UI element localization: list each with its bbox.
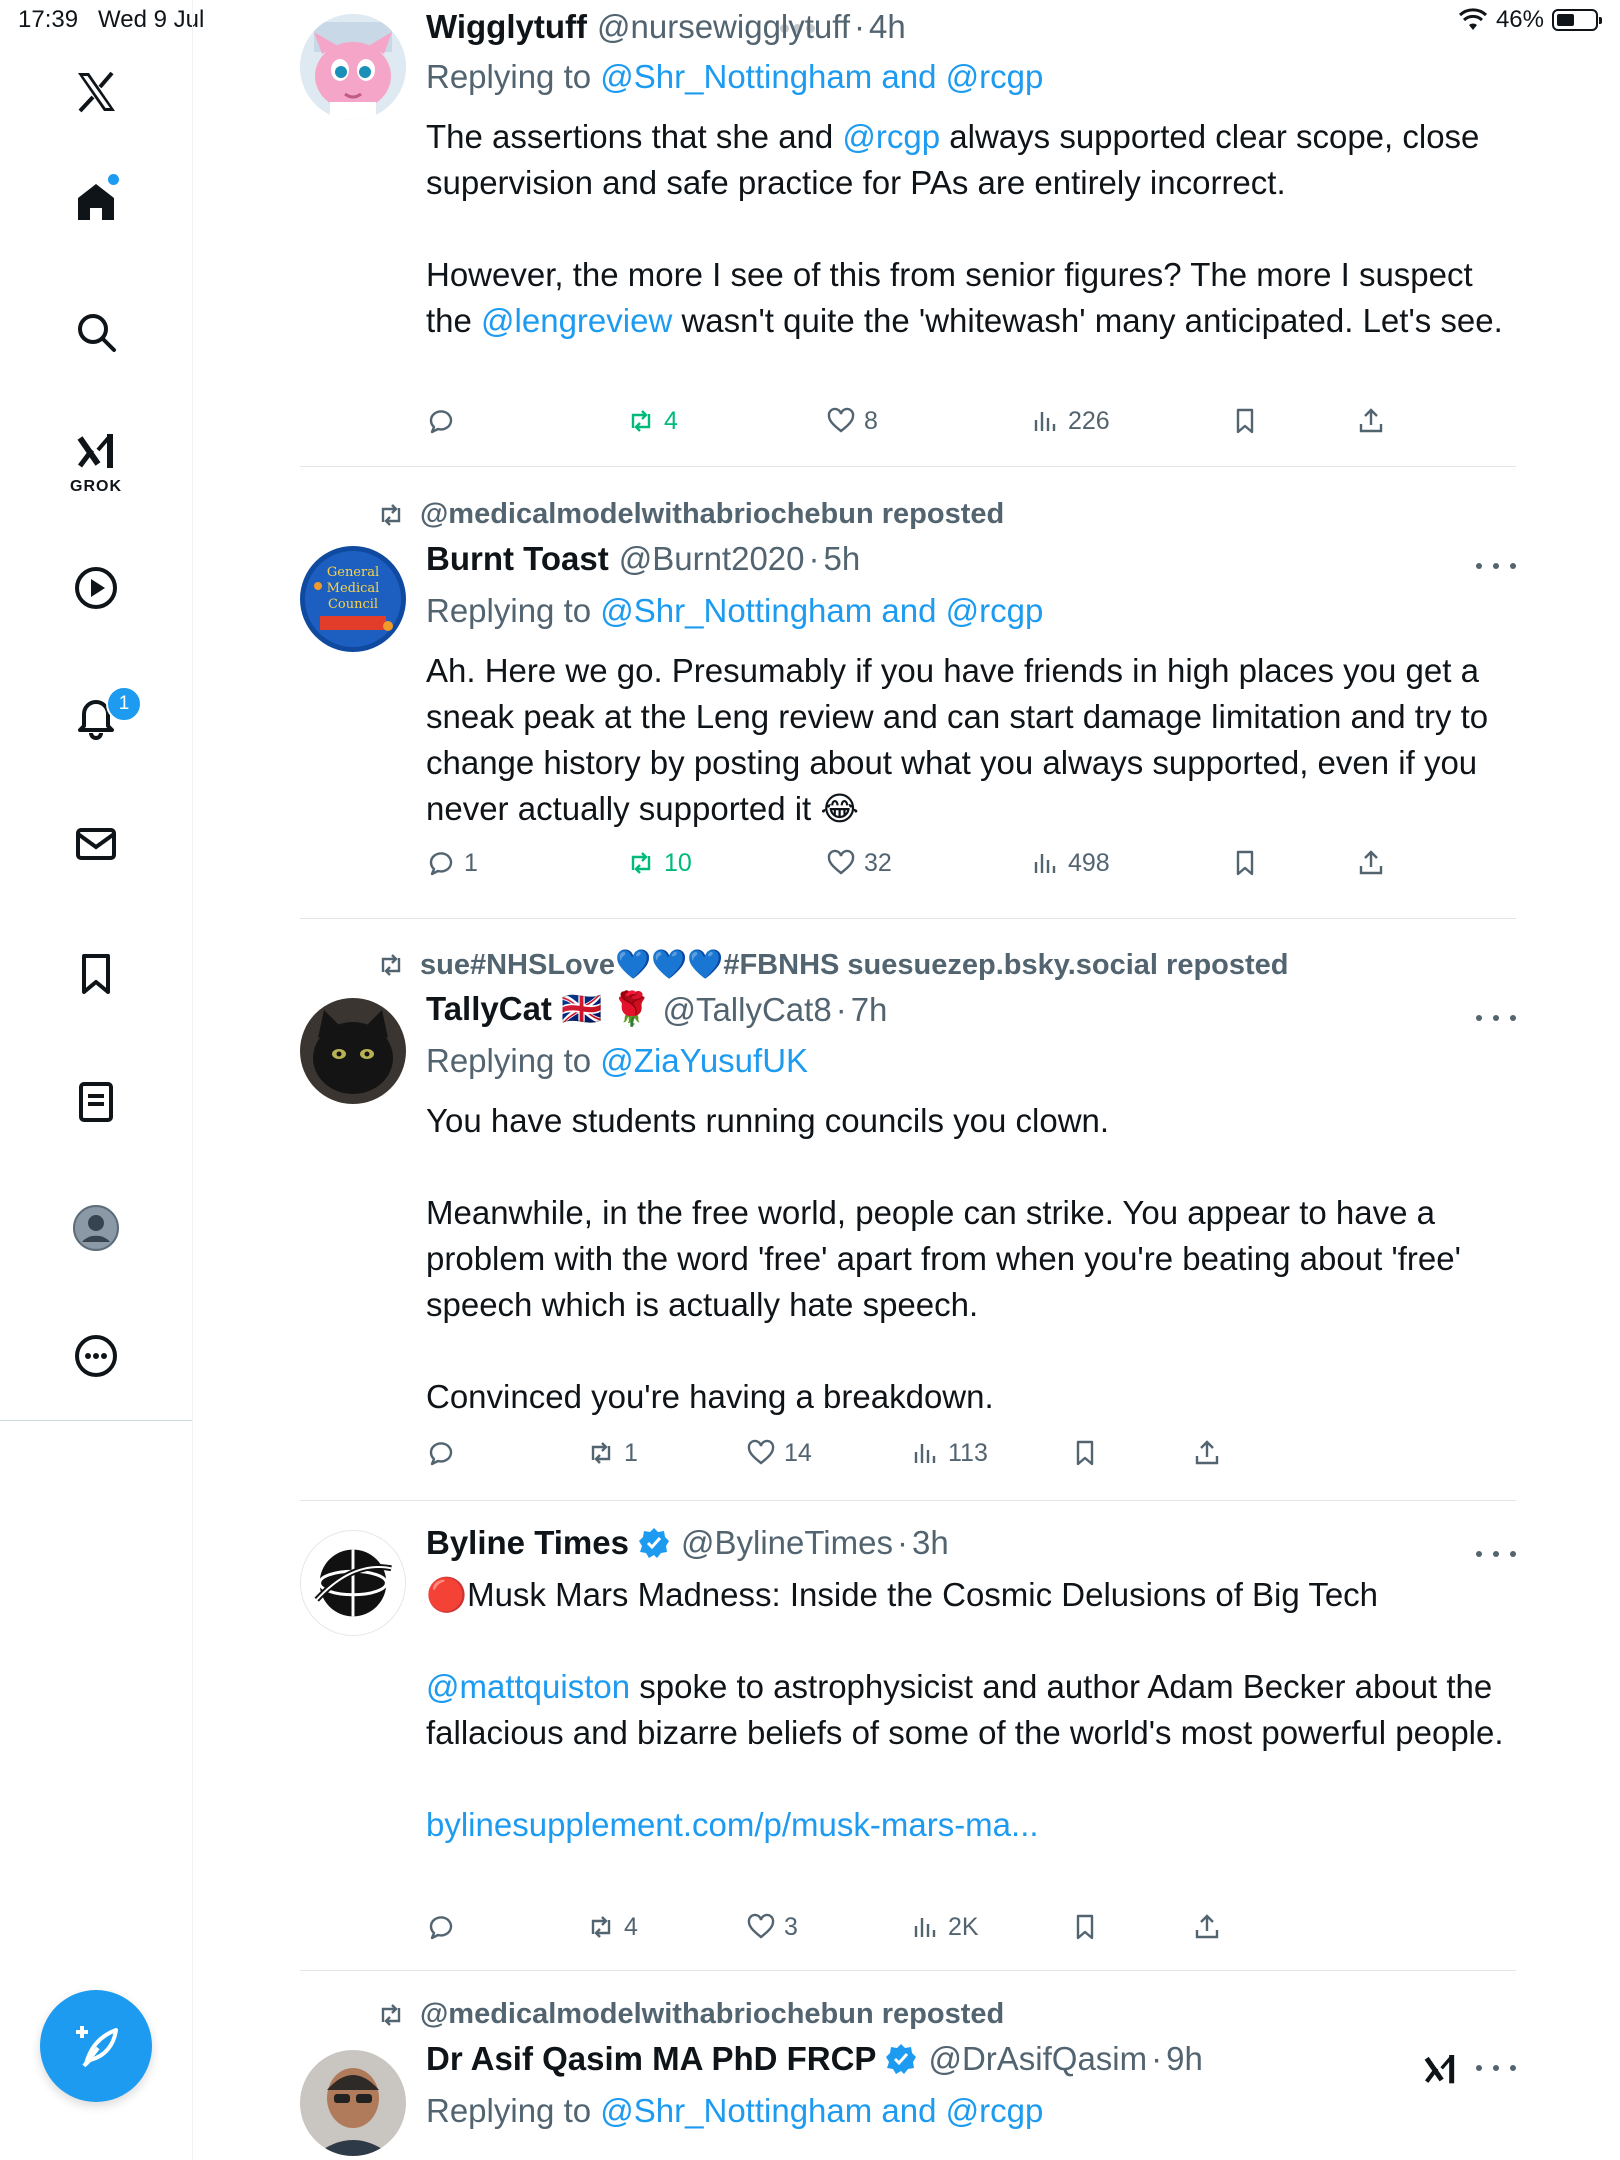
tweet-header (426, 2040, 1203, 2078)
repost-button[interactable] (586, 1912, 638, 1942)
repost-count: 4 (664, 406, 678, 435)
like-button[interactable] (746, 1438, 812, 1468)
tweet-actions (426, 1912, 1266, 1948)
repost-button[interactable] (626, 406, 678, 436)
tweet-text: wasn't quite the 'whitewash' many anticipated. Let's see. (672, 302, 1503, 339)
replying-to-link[interactable]: @Shr_Nottingham and @rcgp (600, 58, 1044, 95)
share-button[interactable] (1356, 848, 1386, 878)
share-icon (1356, 848, 1386, 878)
replying-to-line (426, 2092, 1043, 2130)
avatar-wigglytuff[interactable] (300, 14, 406, 120)
dot-separator: · (854, 8, 866, 45)
views-button[interactable] (910, 1912, 979, 1942)
repost-icon (626, 848, 656, 878)
like-count: 14 (784, 1438, 812, 1467)
share-button[interactable] (1192, 1912, 1222, 1942)
bookmark-icon (1230, 406, 1260, 436)
repost-icon (376, 950, 406, 980)
tweet-body (426, 114, 1516, 344)
tweet-body (426, 1098, 1516, 1420)
compose-feather-icon (68, 2018, 124, 2074)
author-name[interactable]: Byline Times (426, 1524, 629, 1561)
views-chart-icon (910, 1438, 940, 1468)
bookmark-button[interactable] (1070, 1438, 1100, 1468)
mention-link[interactable]: @rcgp (842, 118, 941, 155)
tweet-header (426, 540, 860, 578)
author-handle[interactable]: @Burnt2020 (618, 540, 805, 577)
tweet-text: Meanwhile, in the free world, people can strike. You appear to have a problem with the word 'free' apart from when you're beating about 'free' speech which is actually hate speech. (426, 1194, 1461, 1323)
bookmark-icon[interactable] (66, 944, 126, 1004)
repost-icon (586, 1438, 616, 1468)
views-button[interactable] (1030, 848, 1110, 878)
bookmark-icon (1230, 848, 1260, 878)
author-handle[interactable]: @TallyCat8 (662, 990, 832, 1028)
author-name[interactable]: TallyCat 🇬🇧 🌹 (426, 990, 653, 1027)
tweet-time[interactable]: 3h (911, 1524, 949, 1561)
repost-icon (626, 406, 656, 436)
article-link[interactable]: bylinesupplement.com/p/musk-mars-ma... (426, 1806, 1039, 1843)
reply-button[interactable] (426, 1438, 464, 1468)
grok-explain-icon[interactable] (1420, 2050, 1460, 2090)
repost-button[interactable] (626, 848, 692, 878)
reply-count: 1 (464, 848, 478, 877)
repost-button[interactable] (586, 1438, 638, 1468)
tweet-body (426, 648, 1516, 832)
share-button[interactable] (1356, 406, 1386, 436)
view-count: 498 (1068, 848, 1110, 877)
svg-text:Council: Council (327, 597, 379, 612)
tweet-time[interactable]: 9h (1166, 2040, 1203, 2077)
heart-icon (826, 848, 856, 878)
tweet-time[interactable]: 5h (823, 540, 861, 577)
author-handle[interactable]: @BylineTimes (680, 1524, 893, 1561)
author-name[interactable]: Dr Asif Qasim MA PhD FRCP (426, 2040, 877, 2077)
tweet-text: 🔴Musk Mars Madness: Inside the Cosmic Delusions of Big Tech (426, 1576, 1379, 1613)
notifications-badge: 1 (106, 686, 142, 722)
share-button[interactable] (1192, 1438, 1222, 1468)
views-chart-icon (1030, 848, 1060, 878)
svg-text:Medical: Medical (326, 581, 380, 596)
share-icon (1356, 406, 1386, 436)
video-icon[interactable] (66, 558, 126, 618)
repost-count: 4 (624, 1912, 638, 1941)
reply-icon (426, 1438, 456, 1468)
author-name[interactable]: Burnt Toast (426, 540, 609, 577)
replying-to-line (426, 592, 1043, 630)
reply-button[interactable] (426, 1912, 464, 1942)
mention-link[interactable]: @mattquiston (426, 1668, 631, 1705)
replying-to-line (426, 1042, 808, 1080)
tweet-divider (300, 466, 1516, 467)
like-count: 3 (784, 1912, 798, 1941)
repost-icon (376, 500, 406, 530)
replying-to-line (426, 58, 1043, 96)
heart-icon (826, 406, 856, 436)
verified-badge-icon[interactable] (637, 1526, 671, 1560)
tweet-time[interactable]: 4h (869, 8, 906, 45)
dot-separator: · (896, 1524, 908, 1561)
profile-avatar-icon[interactable] (66, 1198, 126, 1258)
reposted-by-line[interactable] (376, 498, 1004, 531)
like-button[interactable] (746, 1912, 798, 1942)
tweet-header (426, 1524, 949, 1562)
replying-to-link[interactable]: @Shr_Nottingham and @rcgp (600, 2092, 1044, 2129)
grok-label: GROK (70, 478, 122, 495)
reply-icon (426, 848, 456, 878)
grok-icon[interactable] (66, 422, 126, 482)
bookmark-icon (1070, 1912, 1100, 1942)
reposted-by-text: @medicalmodelwithabriochebun reposted (420, 1998, 1005, 2030)
author-handle[interactable]: @nursewigglytuff (597, 8, 851, 45)
like-count: 8 (864, 406, 878, 435)
more-menu-icon[interactable] (1476, 1008, 1516, 1028)
view-count: 113 (948, 1438, 988, 1467)
avatar-tallycat[interactable] (300, 998, 406, 1104)
views-chart-icon (1030, 406, 1060, 436)
view-count: 2K (948, 1912, 979, 1941)
bookmark-button[interactable] (1230, 848, 1260, 878)
repost-icon (586, 1912, 616, 1942)
tweet-text: spoke to astrophysicist and author Adam Becker about the fallacious and bizarre beliefs of some of the world's most powerful people. (426, 1668, 1504, 1751)
views-button[interactable] (910, 1438, 988, 1468)
wifi-icon (1458, 8, 1488, 32)
home-unread-dot (108, 174, 119, 185)
avatar-burnt-toast[interactable] (300, 546, 406, 652)
tweet-text: However, the more I see of this from senior figures? The more I suspect the (426, 256, 1473, 339)
views-button[interactable] (1030, 406, 1110, 436)
tweet-divider (300, 1500, 1516, 1501)
tweet-divider (300, 918, 1516, 919)
more-options-icon[interactable] (66, 1326, 126, 1386)
repost-count: 1 (624, 1438, 638, 1467)
share-icon (1192, 1438, 1222, 1468)
dot-separator: · (835, 990, 847, 1028)
reposted-by-line[interactable] (376, 948, 1289, 982)
author-handle[interactable]: @DrAsifQasim (928, 2040, 1148, 2077)
search-icon[interactable] (66, 302, 126, 362)
like-button[interactable] (826, 848, 892, 878)
lists-icon[interactable] (66, 1072, 126, 1132)
tweet-header (426, 8, 906, 46)
bookmark-icon (1070, 1438, 1100, 1468)
heart-icon (746, 1438, 776, 1468)
view-count: 226 (1068, 406, 1110, 435)
dot-separator: · (1151, 2040, 1163, 2077)
bookmark-button[interactable] (1070, 1912, 1100, 1942)
replying-to-link[interactable]: @ZiaYusufUK (600, 1042, 809, 1079)
messages-envelope-icon[interactable] (66, 814, 126, 874)
battery-percent: 46% (1495, 6, 1544, 33)
reply-icon (426, 406, 456, 436)
tweet-text: Ah. Here we go. Presumably if you have friends in high places you get a sneak peak at the Leng review and can start damage limitation and try to change history by posting about what you always supported, even if you never actually supported it 😂 (426, 652, 1489, 827)
like-button[interactable] (826, 406, 878, 436)
tweet-actions (426, 1438, 1266, 1474)
repost-icon (376, 2000, 406, 2030)
tweet-actions (426, 848, 1526, 884)
replying-prefix: Replying to (426, 2092, 592, 2129)
tweet-actions (426, 406, 1526, 442)
replying-prefix: Replying to (426, 592, 592, 629)
dot-separator: · (808, 540, 820, 577)
mention-link[interactable]: @lengreview (481, 302, 673, 339)
tweet-body (426, 1572, 1516, 1848)
svg-text:General: General (326, 565, 380, 580)
reply-icon (426, 1912, 456, 1942)
reposted-by-text: sue#NHSLove💙💙💙#FBNHS suesuezep.bsky.social reposted (420, 949, 1289, 981)
sidebar-divider (0, 1420, 192, 1421)
replying-prefix: Replying to (426, 58, 592, 95)
avatar-byline-times[interactable] (300, 1530, 406, 1636)
tweet-text: The assertions that she and (426, 118, 843, 155)
more-menu-icon[interactable] (1476, 1544, 1516, 1564)
author-name[interactable]: Wigglytuff (426, 8, 587, 45)
tweet-divider (300, 1970, 1516, 1971)
reposted-by-text: @medicalmodelwithabriochebun reposted (420, 498, 1005, 530)
like-count: 32 (864, 848, 892, 877)
share-icon (1192, 1912, 1222, 1942)
x-logo-icon[interactable] (66, 62, 126, 122)
more-menu-icon[interactable] (1476, 556, 1516, 576)
reply-button[interactable] (426, 406, 464, 436)
compose-post-button[interactable] (40, 1990, 152, 2102)
tweet-text: You have students running councils you clown. (426, 1102, 1110, 1139)
avatar-dr-asif-qasim[interactable] (300, 2050, 406, 2156)
reply-button[interactable] (426, 848, 478, 878)
tweet-text: Convinced you're having a breakdown. (426, 1378, 994, 1415)
replying-prefix: Replying to (426, 1042, 592, 1079)
bookmark-button[interactable] (1230, 406, 1260, 436)
repost-count: 10 (664, 848, 692, 877)
sidebar-nav (0, 0, 193, 2160)
verified-badge-icon[interactable] (884, 2042, 918, 2076)
more-menu-icon[interactable] (1476, 2058, 1516, 2078)
heart-icon (746, 1912, 776, 1942)
status-date: Wed 9 Jul (98, 6, 205, 33)
battery-icon (1552, 9, 1598, 31)
tweet-text: always supported clear scope, close supervision and safe practice for PAs are entirely incorrect. (426, 118, 1480, 201)
replying-to-link[interactable]: @Shr_Nottingham and @rcgp (600, 592, 1044, 629)
tweet-time[interactable]: 7h (850, 990, 888, 1028)
reposted-by-line[interactable] (376, 1998, 1004, 2031)
tweet-header (426, 990, 887, 1029)
views-chart-icon (910, 1912, 940, 1942)
status-time: 17:39 (18, 6, 79, 33)
